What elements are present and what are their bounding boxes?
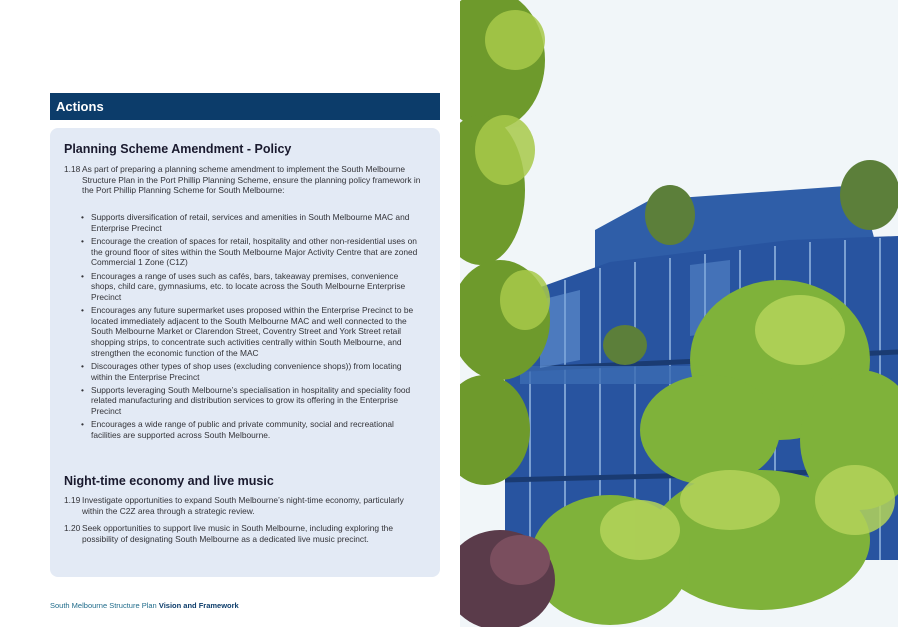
footer-section-title: Vision and Framework — [158, 601, 239, 610]
list-item — [81, 385, 421, 417]
section-heading-night-time: Night-time economy and live music — [64, 474, 274, 488]
action-number: 1.20 — [64, 523, 81, 533]
action-text: As part of preparing a planning scheme amendment to implement the South Melbourne Structure Plan in the Port Phillip Planning Scheme, ensure the planning policy framework in the Port Phillip Planning Scheme for South Melbourne: — [82, 164, 421, 196]
building-photo — [460, 0, 898, 627]
list-item — [81, 305, 421, 358]
action-text: Seek opportunities to support live music in South Melbourne, including exploring the possibility of designating South Melbourne as a dedicated live music precinct. — [82, 523, 393, 544]
bullet-text: Supports diversification of retail, services and amenities in South Melbourne MAC and Enterprise Precinct — [91, 212, 410, 233]
action-number: 1.19 — [64, 495, 81, 505]
bullet-text: Encourages a range of uses such as cafés, bars, takeaway premises, convenience shops, child care, gymnasiums, etc. to locate across the South Melbourne Enterprise Precinct — [91, 270, 406, 302]
bullet-icon: • — [81, 235, 84, 246]
policy-bullet-list — [81, 212, 421, 443]
bullet-icon: • — [81, 270, 84, 281]
bullet-text: Encourages any future supermarket uses proposed within the Enterprise Precinct to be located immediately adjacent to the South Melbourne MAC and well connected to the South Melbourne Market or Clarendon Street, Coventry Street and York Street retail shopping strips, to concentrate such activities centrally within South Melbourne, and strengthen the economic function of the MAC — [91, 305, 414, 358]
list-item — [81, 361, 421, 382]
list-item — [81, 271, 421, 303]
action-item-1-20 — [64, 523, 424, 544]
list-item — [81, 212, 421, 233]
list-item — [81, 419, 421, 440]
actions-panel — [50, 128, 440, 577]
bullet-text: Supports leveraging South Melbourne’s specialisation in hospitality and speciality food related manufacturing and distribution services to grow its offering in the Enterprise Precinct — [91, 384, 411, 417]
actions-header-bar — [50, 93, 440, 120]
footer-document-title: South Melbourne Structure Plan — [50, 601, 157, 610]
bullet-icon: • — [81, 212, 84, 222]
actions-title: Actions — [56, 99, 104, 114]
bullet-icon: • — [81, 360, 84, 371]
section-heading-planning: Planning Scheme Amendment - Policy — [64, 142, 292, 156]
action-text: Investigate opportunities to expand South Melbourne’s night-time economy, particularly within the C2Z area through a strategic review. — [82, 495, 404, 516]
building-photo-illustration — [460, 0, 898, 627]
bullet-icon: • — [81, 419, 84, 430]
page-footer — [50, 601, 239, 610]
bullet-icon: • — [81, 384, 84, 395]
bullet-text: Encourage the creation of spaces for retail, hospitality and other non-residential uses on the ground floor of sites within the South Melbourne Major Activity Centre that are zoned Commercial 1 Zone (C1Z) — [91, 235, 418, 268]
action-item-1-18 — [64, 164, 424, 196]
bullet-icon: • — [81, 305, 84, 316]
bullet-text: Encourages a wide range of public and private community, social and recreational facilities are supported across South Melbourne. — [91, 419, 394, 441]
action-number: 1.18 — [64, 164, 81, 174]
action-item-1-19 — [64, 495, 424, 516]
list-item — [81, 236, 421, 268]
bullet-text: Discourages other types of shop uses (excluding convenience shops)) from locating within the Enterprise Precinct — [91, 360, 402, 382]
